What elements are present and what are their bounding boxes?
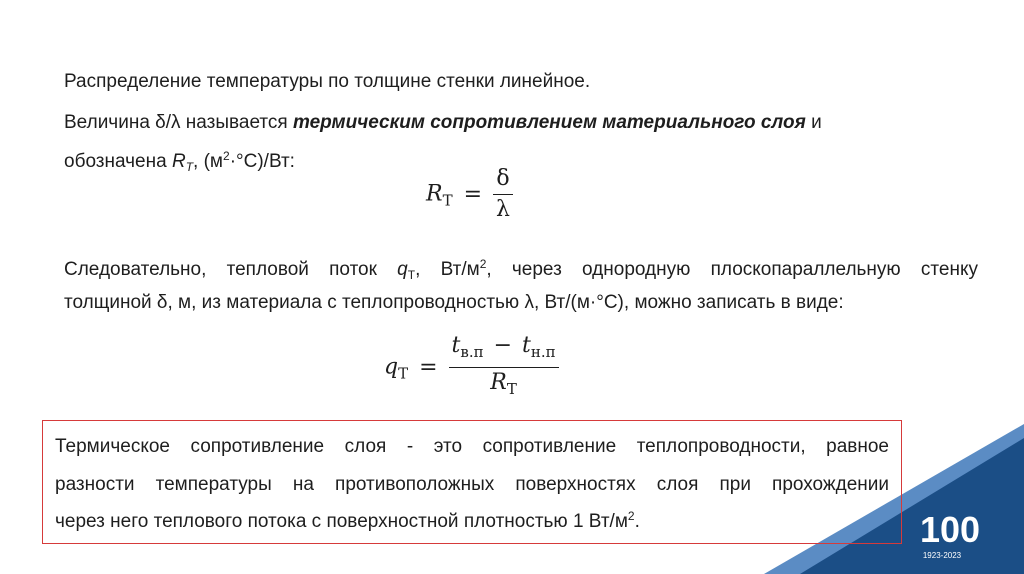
formula2-lhs-var: q [384, 354, 399, 380]
definition-lead-line [64, 111, 822, 135]
flux-var-sub: T [407, 268, 416, 282]
lead-text-b: и [805, 112, 822, 133]
definition-line-3-end: . [634, 511, 640, 532]
flux-text-b: , Вт/м [415, 259, 480, 280]
logo-number: 100 [919, 509, 981, 550]
formula2-den-var: R [490, 370, 507, 395]
intro-text: Распределение температуры по толщине стенки линейное. [64, 71, 591, 92]
lead-text-a: Величина δ/λ называется [64, 112, 293, 133]
formula2-t-inner-sub: в.п [460, 343, 484, 361]
notation-unit-b: ·°C)/Вт: [229, 151, 295, 172]
notation-line [64, 150, 295, 174]
notation-unit-sup: 2 [223, 149, 230, 163]
formula2-fraction [449, 333, 559, 402]
formula1-numerator: δ [496, 166, 510, 191]
formula2-t-outer: t [522, 333, 531, 358]
formula2-denominator [449, 367, 559, 402]
formula2-den-sub: T [506, 380, 517, 398]
formula1-fraction [493, 166, 513, 223]
notation-var: R [171, 151, 186, 172]
notation-var-sub: T [185, 160, 194, 174]
definition-line-1: Термическое сопротивление слоя - это сопротивление теплопроводности, равное [55, 436, 889, 457]
formula2-numerator [449, 333, 559, 367]
definition-line-3-sup: 2 [627, 509, 635, 523]
flux-line-1 [64, 258, 978, 282]
term-highlight: термическим сопротивлением материального слоя [292, 112, 806, 133]
formula-thermal-resistance [426, 166, 513, 223]
definition-line-3-text: через него теплового потока с поверхностной плотностью 1 Вт/м [55, 511, 628, 532]
logo-years: 1923-2023 [922, 551, 962, 560]
flux-sup: 2 [479, 257, 487, 271]
formula2-lhs-sub: T [398, 364, 409, 383]
formula1-equals: = [463, 181, 483, 207]
formula2-minus: − [493, 333, 513, 358]
flux-text-a: Следовательно, тепловой поток [64, 259, 398, 280]
flux-text-c: , через однородную плоскопараллельную стенку [486, 259, 978, 280]
definition-line-3 [55, 510, 889, 534]
intro-paragraph [64, 70, 590, 94]
formula2-t-outer-sub: н.п [530, 343, 556, 361]
formula2-t-inner: t [451, 333, 461, 358]
flux-line-2 [64, 291, 844, 315]
formula1-lhs-var: R [426, 181, 443, 207]
flux-var: q [397, 259, 408, 280]
definition-box [42, 420, 902, 544]
definition-line-2: разности температуры на противоположных поверхностях слоя при прохождении [55, 474, 889, 495]
notation-unit-a: , (м [193, 151, 223, 172]
formula1-lhs-sub: T [442, 191, 453, 210]
flux-text-d: толщиной δ, м, из материала с теплопроводностью λ, Вт/(м·°C), можно записать в виде: [64, 292, 844, 313]
formula-heat-flux [384, 333, 559, 402]
formula2-equals: = [419, 354, 438, 380]
notation-text: обозначена [64, 151, 172, 172]
formula1-denominator: λ [493, 194, 513, 223]
